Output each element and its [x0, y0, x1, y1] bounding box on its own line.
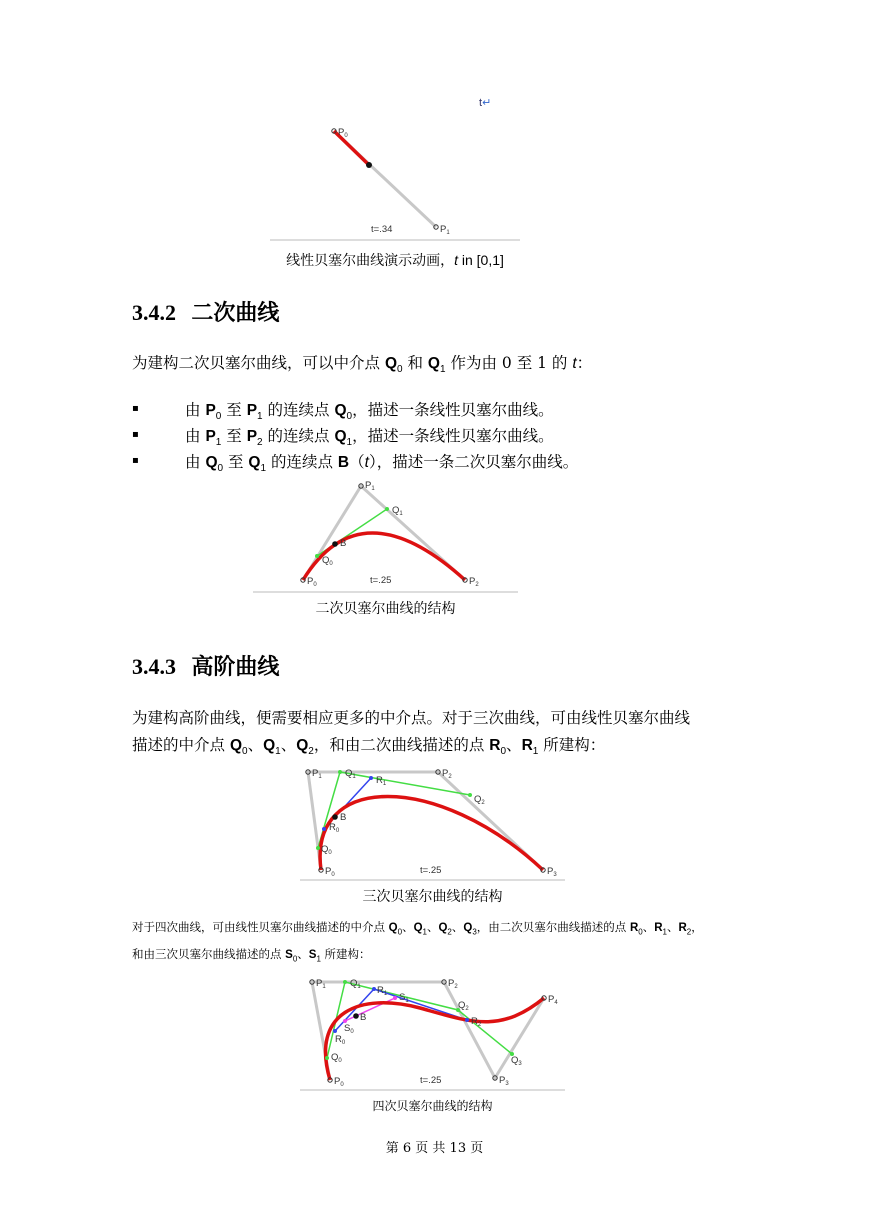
paragraph-higher-order: 为建构高阶曲线，便需要相应更多的中介点。对于三次曲线，可由线性贝塞尔曲线 描述的中介点 $Q_0$、$Q_1$、$Q_2$，和由二次曲线描述的点 $R_0$、$R_1$ 所建构： — [132, 709, 691, 758]
label-t: t=.25 — [420, 865, 442, 876]
page-footer: 第 6 页 共 13 页 — [385, 1141, 484, 1156]
label-p1: $P_1$ — [316, 978, 326, 990]
quartic-bezier-figure — [300, 972, 565, 1094]
label-r0: $R_0$ — [335, 1034, 346, 1046]
label-s1: $S_1$ — [399, 992, 409, 1004]
label-r0: $R_0$ — [329, 822, 340, 834]
label-q0: $Q_0$ — [321, 844, 332, 856]
label-p1: $P_1$ — [365, 480, 375, 492]
top-mark: t↵ — [479, 97, 492, 109]
point-q1 — [338, 770, 342, 774]
point-q0 — [325, 1056, 329, 1060]
label-p1: $P_1$ — [312, 768, 322, 780]
label-p1: $P_1$ — [440, 224, 450, 236]
label-q0: $Q_0$ — [331, 1052, 342, 1064]
label-t: t=.34 — [371, 224, 393, 235]
point-r2 — [465, 1018, 469, 1022]
label-p0: $P_0$ — [334, 1076, 344, 1088]
point-s1 — [393, 996, 397, 1000]
label-p4: $P_4$ — [548, 994, 558, 1006]
linear-bezier-figure — [270, 115, 520, 245]
label-r1: $R_1$ — [376, 775, 387, 787]
label-p3: $P_3$ — [547, 866, 557, 878]
figure-caption-quadratic: 二次贝塞尔曲线的结构 — [315, 601, 456, 617]
moving-point — [366, 162, 372, 168]
bullet-marker: ▪ — [132, 455, 139, 466]
point-q1 — [385, 507, 389, 511]
label-t: t=.25 — [420, 1075, 442, 1086]
point-q2 — [468, 793, 472, 797]
label-q0: $Q_0$ — [322, 555, 333, 567]
label-s0: $S_0$ — [344, 1023, 354, 1035]
label-q2: $Q_2$ — [458, 1000, 469, 1012]
label-p0: $P_0$ — [307, 576, 317, 588]
point-r0 — [322, 827, 326, 831]
label-q1: $Q_1$ — [392, 505, 403, 517]
label-p2: $P_2$ — [469, 576, 479, 588]
label-p3: $P_3$ — [499, 1075, 509, 1087]
point-q0 — [315, 554, 319, 558]
label-t: t=.25 — [370, 575, 392, 586]
list-item: 由 $P_1$ 至 $P_2$ 的连续点 $Q_1$，描述一条线性贝塞尔曲线。 — [185, 427, 554, 449]
label-q3: $Q_3$ — [511, 1055, 522, 1067]
list-item: 由 $P_0$ 至 $P_1$ 的连续点 $Q_0$，描述一条线性贝塞尔曲线。 — [185, 401, 554, 423]
point-r0 — [333, 1029, 337, 1033]
bezier-curve — [320, 797, 543, 871]
quadratic-bezier-figure — [253, 476, 518, 594]
figure-caption-cubic: 三次贝塞尔曲线的结构 — [362, 889, 503, 905]
cubic-bezier-figure — [300, 762, 565, 884]
label-p2: $P_2$ — [442, 768, 452, 780]
label-q1: $Q_1$ — [345, 768, 356, 780]
figure-caption-linear: 线性贝塞尔曲线演示动画，t in [0,1] — [286, 252, 504, 269]
label-p2: $P_2$ — [448, 978, 458, 990]
label-r1: $R_1$ — [377, 985, 388, 997]
section-heading-3-4-2: 3.4.2 二次曲线 — [132, 300, 280, 326]
point-q1 — [343, 980, 347, 984]
point-b — [332, 541, 338, 547]
label-b: B — [340, 538, 347, 549]
label-q2: $Q_2$ — [474, 794, 485, 806]
bullet-marker: ▪ — [132, 403, 139, 414]
point-r1 — [369, 776, 373, 780]
label-p0: $P_0$ — [325, 866, 335, 878]
label-p0: $P_0$ — [338, 127, 348, 139]
list-item: 由 $Q_0$ 至 $Q_1$ 的连续点 B（t），描述一条二次贝塞尔曲线。 — [185, 453, 579, 475]
paragraph-quartic: 对于四次曲线，可由线性贝塞尔曲线描述的中介点 $Q_0$、$Q_1$、$Q_2$、$Q_3$，由二次贝塞尔曲线描述的点 $R_0$、$R_1$、$R_2$， 和由三次贝塞尔曲线描述的点 $S_0$、$S_1$ 所建构： — [132, 920, 703, 964]
point-q0 — [316, 846, 320, 850]
label-q1: $Q_1$ — [350, 978, 361, 990]
point-b — [353, 1013, 359, 1019]
paragraph-quadratic-intro: 为建构二次贝塞尔曲线，可以中介点 $Q_0$ 和 $Q_1$ 作为由 0 至 1 的 t： — [132, 354, 593, 376]
label-r2: $R_2$ — [471, 1016, 482, 1028]
bezier-curve — [326, 998, 544, 1080]
point-b — [332, 814, 338, 820]
label-b: B — [340, 812, 347, 823]
label-b: B — [360, 1012, 367, 1023]
point-r1 — [372, 987, 376, 991]
section-heading-3-4-3: 3.4.3 高阶曲线 — [132, 654, 280, 680]
figure-caption-quartic: 四次贝塞尔曲线的结构 — [372, 1099, 493, 1113]
bullet-marker: ▪ — [132, 429, 139, 440]
